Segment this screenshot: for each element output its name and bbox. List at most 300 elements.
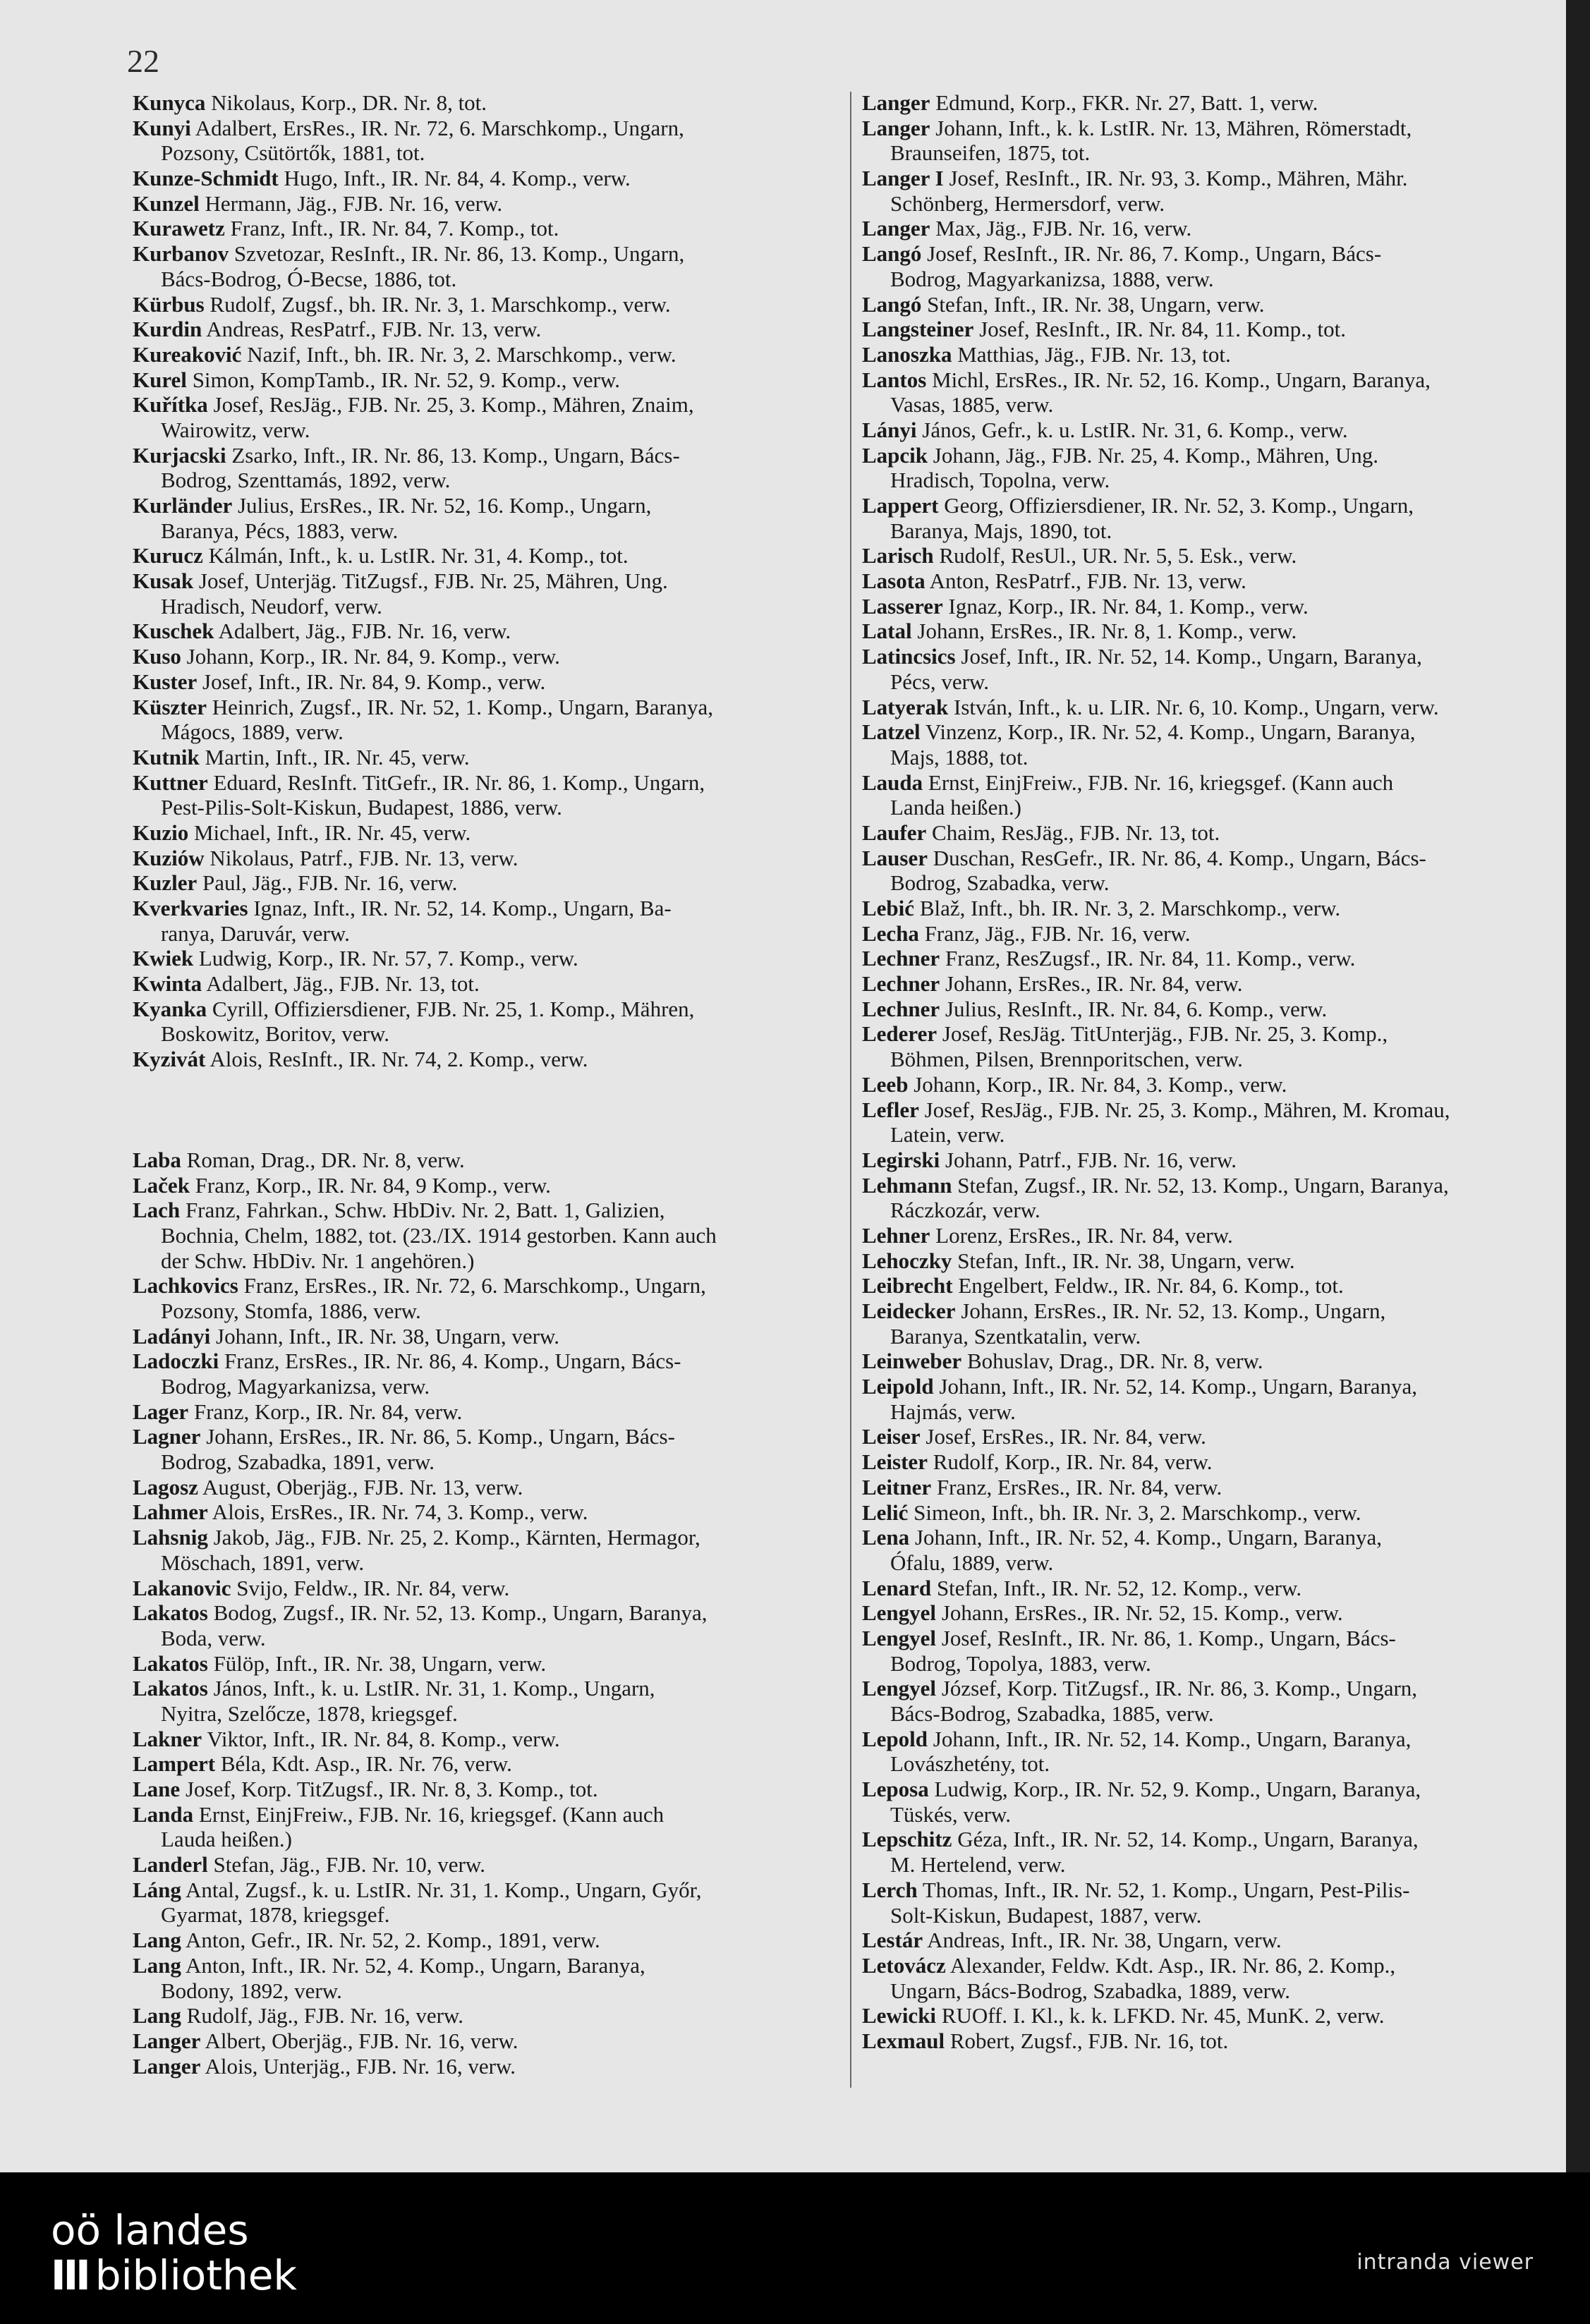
- entry-details: Johann, Inft., IR. Nr. 38, Ungarn, verw.: [210, 1323, 560, 1349]
- entry-details: Franz, Jäg., FJB. Nr. 16, verw.: [918, 920, 1191, 946]
- entry-continuation: Boda, verw.: [161, 1625, 266, 1650]
- register-entry: [133, 1273, 831, 1298]
- entry-surname: Langer: [133, 2028, 201, 2053]
- entry-surname: Lengyel: [862, 1600, 937, 1626]
- entry-details: Fülöp, Inft., IR. Nr. 38, Ungarn, verw.: [207, 1650, 547, 1676]
- entry-details: Nikolaus, Korp., DR. Nr. 8, tot.: [205, 90, 487, 115]
- entry-surname: Latyerak: [862, 694, 949, 719]
- entry-continuation: Bodony, 1892, verw.: [161, 1978, 342, 2003]
- register-entry: [862, 1273, 1560, 1298]
- entry-details: Albert, Oberjäg., FJB. Nr. 16, verw.: [200, 2028, 518, 2053]
- entry-surname: Kverkvaries: [133, 896, 248, 920]
- entry-surname: Lengyel: [862, 1676, 937, 1701]
- entry-details: Chaim, ResJäg., FJB. Nr. 13, tot.: [926, 820, 1220, 845]
- entry-surname: Kwinta: [133, 971, 202, 997]
- viewer-brand-label: intranda viewer: [1357, 2250, 1534, 2275]
- register-entry: [862, 619, 1560, 644]
- register-entry: [133, 745, 831, 770]
- register-entry: [862, 90, 1560, 116]
- entry-surname: Legirski: [862, 1147, 940, 1172]
- entry-details: Johann, Korp., IR. Nr. 84, 9. Komp., verw.: [181, 644, 560, 669]
- entry-continuation: Braunseifen, 1875, tot.: [890, 140, 1091, 166]
- entry-details: Blaž, Inft., bh. IR. Nr. 3, 2. Marschkomp., verw.: [914, 896, 1341, 920]
- entry-surname: Latzel: [862, 719, 921, 745]
- entry-surname: Lakatos: [133, 1676, 208, 1701]
- entry-details: Josef, ResInft., IR. Nr. 93, 3. Komp., Mähren, Mähr.: [943, 166, 1408, 191]
- entry-details: Max, Jäg., FJB. Nr. 16, verw.: [930, 216, 1192, 241]
- register-entry: [862, 241, 1560, 267]
- entry-details: Josef, ResInft., IR. Nr. 84, 11. Komp., tot.: [973, 317, 1346, 342]
- register-entry: [133, 2054, 831, 2079]
- entry-surname: Leiser: [862, 1424, 921, 1449]
- entry-continuation: Gyarmat, 1878, kriegsgef.: [161, 1902, 390, 1928]
- register-entry: [862, 1424, 1560, 1449]
- register-entry: [862, 1600, 1560, 1626]
- register-entry: [133, 669, 831, 695]
- register-entry: [133, 443, 831, 468]
- entry-continuation: ranya, Daruvár, verw.: [161, 920, 350, 946]
- entry-continuation: Pécs, verw.: [890, 669, 990, 694]
- register-entry: [862, 1878, 1560, 1903]
- entry-continuation: Pozsony, Csütörtők, 1881, tot.: [161, 140, 425, 166]
- entry-details: Johann, Patrf., FJB. Nr. 16, verw.: [940, 1147, 1237, 1172]
- entry-surname: Láng: [133, 1877, 181, 1902]
- entry-details: Engelbert, Feldw., IR. Nr. 84, 6. Komp., tot.: [952, 1273, 1344, 1298]
- entry-continuation: Vasas, 1885, verw.: [890, 392, 1054, 418]
- register-entry: [133, 644, 831, 669]
- register-entry: [862, 418, 1560, 443]
- entry-details: Franz, ErsRes., IR. Nr. 84, verw.: [931, 1474, 1222, 1499]
- logo-bars-icon: III: [51, 2251, 88, 2299]
- entry-details: Alois, Unterjäg., FJB. Nr. 16, verw.: [200, 2053, 516, 2079]
- entry-surname: Leister: [862, 1449, 928, 1475]
- register-entry: [133, 846, 831, 871]
- entry-surname: Landa: [133, 1801, 194, 1827]
- entry-details: Alexander, Feldw. Kdt. Asp., IR. Nr. 86, 2. Komp.,: [945, 1952, 1396, 1978]
- entry-details: Simon, KompTamb., IR. Nr. 52, 9. Komp., verw.: [186, 367, 621, 392]
- entry-surname: Laufer: [862, 820, 927, 845]
- register-entry: [133, 216, 831, 241]
- entry-continuation: Bochnia, Chelm, 1882, tot. (23./IX. 1914 gestorben. Kann auch: [161, 1222, 717, 1248]
- entry-details: Stefan, Jäg., FJB. Nr. 10, verw.: [207, 1852, 486, 1878]
- register-entry: [133, 1727, 831, 1752]
- register-entry: [862, 1072, 1560, 1097]
- entry-details: Simeon, Inft., bh. IR. Nr. 3, 2. Marschkomp., verw.: [908, 1499, 1361, 1525]
- entry-details: Robert, Zugsf., FJB. Nr. 16, tot.: [945, 2028, 1229, 2053]
- entry-surname: Latincsics: [862, 644, 956, 669]
- register-entry: [133, 820, 831, 846]
- register-entry: [133, 241, 831, 267]
- entry-continuation: Landa heißen.): [890, 795, 1021, 820]
- entry-details: Alois, ErsRes., IR. Nr. 74, 3. Komp., verw.: [207, 1499, 588, 1525]
- entry-continuation: Tüskés, verw.: [890, 1801, 1012, 1827]
- entry-details: Anton, ResPatrf., FJB. Nr. 13, verw.: [925, 568, 1246, 594]
- entry-details: Svijo, Feldw., IR. Nr. 84, verw.: [231, 1575, 510, 1600]
- entry-surname: Lefler: [862, 1097, 919, 1122]
- entry-surname: Kuttner: [133, 769, 208, 795]
- register-entry: [862, 1525, 1560, 1550]
- entry-surname: Lena: [862, 1525, 910, 1550]
- entry-continuation: Majs, 1888, tot.: [890, 744, 1028, 769]
- entry-details: Szvetozar, ResInft., IR. Nr. 86, 13. Komp., Ungarn,: [229, 241, 685, 267]
- entry-details: Franz, Inft., IR. Nr. 84, 7. Komp., tot.: [224, 216, 559, 241]
- entry-continuation: Hradisch, Neudorf, verw.: [161, 593, 382, 619]
- entry-continuation: Baranya, Pécs, 1883, verw.: [161, 518, 399, 543]
- entry-details: Johann, ErsRes., IR. Nr. 52, 15. Komp., verw.: [936, 1600, 1343, 1626]
- entry-surname: Leidecker: [862, 1298, 956, 1323]
- entry-surname: Lepschitz: [862, 1827, 952, 1852]
- entry-details: Andreas, Inft., IR. Nr. 38, Ungarn, verw.: [923, 1928, 1282, 1953]
- entry-continuation: Mágocs, 1889, verw.: [161, 719, 344, 745]
- entry-surname: Lakatos: [133, 1650, 208, 1676]
- register-entry: [862, 1500, 1560, 1526]
- register-entry: [862, 997, 1560, 1022]
- entry-continuation: der Schw. HbDiv. Nr. 1 angehören.): [161, 1248, 475, 1273]
- entry-surname: Kyzivát: [133, 1047, 206, 1072]
- register-entry: [133, 1198, 831, 1223]
- entry-surname: Lach: [133, 1198, 181, 1223]
- entry-surname: Lerch: [862, 1877, 918, 1902]
- entry-details: Josef, ResJäg., FJB. Nr. 25, 3. Komp., Mähren, M. Kromau,: [918, 1097, 1450, 1122]
- entry-continuation: Boskowitz, Boritov, verw.: [161, 1021, 390, 1047]
- entry-details: Béla, Kdt. Asp., IR. Nr. 76, verw.: [215, 1751, 512, 1777]
- register-entry: [862, 2003, 1560, 2028]
- register-entry: [862, 568, 1560, 594]
- entry-surname: Lasserer: [862, 593, 943, 619]
- register-entry: [133, 1852, 831, 1878]
- entry-details: Josef, ResJäg. TitUnterjäg., FJB. Nr. 25, 3. Komp.,: [937, 1021, 1388, 1047]
- entry-details: Ernst, EinjFreiw., FJB. Nr. 16, kriegsgef. (Kann auch: [193, 1801, 664, 1827]
- entry-surname: Leposa: [862, 1777, 929, 1802]
- entry-details: Zsarko, Inft., IR. Nr. 86, 13. Komp., Ungarn, Bács-: [226, 442, 680, 468]
- entry-details: Hugo, Inft., IR. Nr. 84, 4. Komp., verw.: [278, 166, 631, 191]
- entry-surname: Lewicki: [862, 2003, 937, 2028]
- entry-details: Franz, Fahrkan., Schw. HbDiv. Nr. 2, Batt. 1, Galizien,: [180, 1198, 665, 1223]
- entry-details: RUOff. I. Kl., k. k. LFKD. Nr. 45, MunK. 2, verw.: [936, 2003, 1385, 2028]
- entry-surname: Langó: [862, 241, 922, 267]
- entry-surname: Kuso: [133, 644, 181, 669]
- entry-details: Georg, Offiziersdiener, IR. Nr. 52, 3. Komp., Ungarn,: [938, 493, 1414, 518]
- entry-surname: Ladoczki: [133, 1349, 219, 1374]
- entry-surname: Kuzler: [133, 870, 198, 896]
- register-entry: [133, 1399, 831, 1425]
- entry-continuation: Bodrog, Szabadka, verw.: [890, 870, 1110, 896]
- entry-details: August, Oberjäg., FJB. Nr. 13, verw.: [198, 1474, 523, 1499]
- entry-surname: Leeb: [862, 1071, 909, 1097]
- entry-surname: Kyanka: [133, 996, 207, 1021]
- entry-continuation: Solt-Kiskun, Budapest, 1887, verw.: [890, 1902, 1202, 1928]
- entry-details: Stefan, Inft., IR. Nr. 52, 12. Komp., verw.: [931, 1575, 1302, 1600]
- entry-surname: Lehner: [862, 1222, 930, 1248]
- entry-continuation: Bodrog, Szenttamás, 1892, verw.: [161, 468, 451, 493]
- entry-details: Martin, Inft., IR. Nr. 45, verw.: [199, 744, 470, 769]
- entry-surname: Lakatos: [133, 1600, 208, 1626]
- entry-details: Ludwig, Korp., IR. Nr. 52, 9. Komp., Ungarn, Baranya,: [928, 1777, 1421, 1802]
- entry-surname: Kurländer: [133, 493, 233, 518]
- entry-surname: Kunyca: [133, 90, 206, 115]
- entry-details: Roman, Drag., DR. Nr. 8, verw.: [181, 1147, 465, 1172]
- entry-details: Josef, ErsRes., IR. Nr. 84, verw.: [920, 1424, 1206, 1449]
- entry-surname: Lampert: [133, 1751, 216, 1777]
- register-entry: [862, 1097, 1560, 1123]
- entry-details: Josef, Korp. TitZugsf., IR. Nr. 8, 3. Komp., tot.: [180, 1777, 598, 1801]
- register-entry: [133, 1600, 831, 1626]
- entry-surname: Lane: [133, 1777, 181, 1801]
- entry-continuation: Bács-Bodrog, Ó-Becse, 1886, tot.: [161, 266, 457, 291]
- register-entry: [133, 619, 831, 644]
- entry-continuation: Ráczkozár, verw.: [890, 1198, 1040, 1223]
- register-entry: [862, 1298, 1560, 1324]
- entry-continuation: Bács-Bodrog, Szabadka, 1885, verw.: [890, 1701, 1214, 1726]
- entry-details: Franz, ResZugsf., IR. Nr. 84, 11. Komp., verw.: [940, 946, 1356, 971]
- entry-details: Josef, ResInft., IR. Nr. 86, 7. Komp., Ungarn, Bács-: [921, 241, 1382, 267]
- register-entry: [862, 342, 1560, 367]
- entry-continuation: Baranya, Szentkatalin, verw.: [890, 1323, 1141, 1349]
- entry-surname: Kuzio: [133, 820, 189, 845]
- entry-details: Johann, Inft., k. k. LstIR. Nr. 13, Mähren, Römerstadt,: [930, 115, 1412, 140]
- entry-surname: Lager: [133, 1399, 189, 1424]
- entry-surname: Kwiek: [133, 946, 194, 971]
- entry-continuation: Baranya, Majs, 1890, tot.: [890, 518, 1112, 543]
- register-entry: [133, 90, 831, 116]
- entry-details: Vinzenz, Korp., IR. Nr. 52, 4. Komp., Ungarn, Baranya,: [920, 719, 1416, 745]
- entry-surname: Lapcik: [862, 442, 928, 468]
- entry-surname: Kuřítka: [133, 392, 208, 418]
- entry-surname: Latal: [862, 619, 912, 644]
- register-entry: [862, 1349, 1560, 1374]
- register-entry: [133, 568, 831, 594]
- entry-surname: Langer I: [862, 166, 944, 191]
- register-entry: [133, 770, 831, 796]
- entry-continuation: Ungarn, Bács-Bodrog, Szabadka, 1889, verw.: [890, 1978, 1291, 2003]
- entry-surname: Küszter: [133, 694, 207, 719]
- register-entry: [862, 443, 1560, 468]
- register-entry: [862, 1777, 1560, 1802]
- entry-details: Heinrich, Zugsf., IR. Nr. 52, 1. Komp., Ungarn, Baranya,: [207, 694, 714, 719]
- entry-surname: Kurjacski: [133, 442, 226, 468]
- register-entry: [133, 317, 831, 342]
- entry-surname: Lasota: [862, 568, 926, 594]
- entry-surname: Lang: [133, 2003, 181, 2028]
- entry-details: Rudolf, Korp., IR. Nr. 84, verw.: [927, 1449, 1213, 1475]
- entry-continuation: Pozsony, Stomfa, 1886, verw.: [161, 1298, 421, 1323]
- register-entry: [133, 2003, 831, 2028]
- entry-surname: Laba: [133, 1147, 181, 1172]
- entry-details: Ignaz, Inft., IR. Nr. 52, 14. Komp., Ungarn, Ba-: [248, 896, 672, 920]
- register-entry: [133, 896, 831, 921]
- entry-continuation: Bodrog, Magyarkanizsa, 1888, verw.: [890, 266, 1214, 291]
- register-entry: [133, 1676, 831, 1701]
- logo-line-1: oö landes: [51, 2206, 249, 2254]
- entry-details: Rudolf, ResUl., UR. Nr. 5, 5. Esk., verw.: [933, 543, 1297, 568]
- register-entry: [862, 1449, 1560, 1475]
- entry-surname: Kusak: [133, 568, 194, 594]
- register-entry: [133, 543, 831, 568]
- right-column: [862, 90, 1560, 2054]
- entry-surname: Lauser: [862, 845, 928, 870]
- entry-surname: Leibrecht: [862, 1273, 953, 1298]
- entry-continuation: Bodrog, Topolya, 1883, verw.: [890, 1650, 1151, 1676]
- register-entry: [133, 2028, 831, 2054]
- entry-details: Antal, Zugsf., k. u. LstIR. Nr. 31, 1. Komp., Ungarn, Győr,: [181, 1877, 702, 1902]
- entry-details: Edmund, Korp., FKR. Nr. 27, Batt. 1, verw.: [930, 90, 1318, 115]
- register-entry: [862, 1248, 1560, 1274]
- entry-details: Lorenz, ErsRes., IR. Nr. 84, verw.: [930, 1222, 1233, 1248]
- register-entry: [133, 342, 831, 367]
- entry-surname: Lakner: [133, 1726, 202, 1751]
- entry-details: Johann, ErsRes., IR. Nr. 86, 5. Komp., Ungarn, Bács-: [200, 1424, 675, 1449]
- entry-details: Viktor, Inft., IR. Nr. 84, 8. Komp., verw.: [202, 1726, 560, 1751]
- entry-details: Bodog, Zugsf., IR. Nr. 52, 13. Komp., Ungarn, Baranya,: [207, 1600, 708, 1626]
- entry-details: Adalbert, Jäg., FJB. Nr. 16, verw.: [214, 619, 511, 644]
- register-entry: [133, 1751, 831, 1777]
- register-entry: [862, 2028, 1560, 2054]
- entry-surname: Kürbus: [133, 291, 205, 317]
- entry-details: József, Korp. TitZugsf., IR. Nr. 86, 3. Komp., Ungarn,: [936, 1676, 1418, 1701]
- entry-details: Stefan, Zugsf., IR. Nr. 52, 13. Komp., Ungarn, Baranya,: [952, 1172, 1449, 1198]
- entry-surname: Lappert: [862, 493, 939, 518]
- register-entry: [862, 1173, 1560, 1198]
- register-entry: [133, 392, 831, 418]
- entry-details: Cyrill, Offiziersdiener, FJB. Nr. 25, 1. Komp., Mähren,: [207, 996, 695, 1021]
- entry-details: Thomas, Inft., IR. Nr. 52, 1. Komp., Ungarn, Pest-Pilis-: [917, 1877, 1410, 1902]
- register-entry: [862, 1827, 1560, 1852]
- register-entry: [862, 1928, 1560, 1953]
- entry-surname: Lenard: [862, 1575, 932, 1600]
- register-entry: [133, 1173, 831, 1198]
- entry-surname: Langer: [862, 115, 930, 140]
- register-entry: [862, 1727, 1560, 1752]
- entry-details: Johann, Korp., IR. Nr. 84, 3. Komp., verw.: [908, 1071, 1287, 1097]
- entry-details: Duschan, ResGefr., IR. Nr. 86, 4. Komp., Ungarn, Bács-: [928, 845, 1426, 870]
- register-entry: [133, 1777, 831, 1802]
- register-entry: [862, 1626, 1560, 1651]
- entry-surname: Kurucz: [133, 543, 203, 568]
- entry-surname: Lepold: [862, 1726, 928, 1751]
- register-entry: [133, 946, 831, 971]
- entry-details: János, Gefr., k. u. LstIR. Nr. 31, 6. Komp., verw.: [916, 417, 1348, 442]
- entry-details: Anton, Inft., IR. Nr. 52, 4. Komp., Ungarn, Baranya,: [181, 1952, 645, 1978]
- register-entry: [133, 493, 831, 518]
- register-entry: [862, 695, 1560, 720]
- entry-details: Ernst, EinjFreiw., FJB. Nr. 16, kriegsgef. (Kann auch: [923, 769, 1394, 795]
- entry-surname: Lehoczky: [862, 1248, 952, 1273]
- register-entry: [862, 1374, 1560, 1399]
- register-entry: [862, 116, 1560, 141]
- entry-details: Bohuslav, Drag., DR. Nr. 8, verw.: [961, 1349, 1263, 1374]
- entry-surname: Larisch: [862, 543, 934, 568]
- entry-surname: Lang: [133, 1928, 181, 1953]
- register-entry: [862, 292, 1560, 317]
- entry-surname: Leipold: [862, 1374, 934, 1399]
- entry-details: Josef, Unterjäg. TitZugsf., FJB. Nr. 25, Mähren, Ung.: [193, 568, 668, 594]
- entry-details: Michl, ErsRes., IR. Nr. 52, 16. Komp., Ungarn, Baranya,: [926, 367, 1431, 392]
- left-column: [133, 90, 831, 2079]
- entry-details: Alois, ResInft., IR. Nr. 74, 2. Komp., verw.: [205, 1047, 588, 1072]
- register-entry: [862, 1576, 1560, 1601]
- entry-details: Josef, ResJäg., FJB. Nr. 25, 3. Komp., Mähren, Znaim,: [207, 392, 694, 418]
- entry-surname: Lakanovic: [133, 1575, 231, 1600]
- register-entry: [862, 317, 1560, 342]
- register-entry: [862, 1223, 1560, 1248]
- entry-details: Ludwig, Korp., IR. Nr. 57, 7. Komp., verw.: [193, 946, 578, 971]
- entry-continuation: Lovászhetény, tot.: [890, 1751, 1050, 1777]
- entry-details: Hermann, Jäg., FJB. Nr. 16, verw.: [199, 190, 503, 216]
- entry-surname: Lestár: [862, 1928, 923, 1953]
- register-entry: [133, 1651, 831, 1677]
- register-entry: [133, 1499, 831, 1525]
- entry-details: Paul, Jäg., FJB. Nr. 16, verw.: [197, 870, 458, 896]
- entry-surname: Lagosz: [133, 1474, 198, 1499]
- register-entry: [862, 1021, 1560, 1047]
- entry-surname: Lechner: [862, 996, 940, 1021]
- entry-continuation: Wairowitz, verw.: [161, 417, 310, 442]
- entry-surname: Kurel: [133, 367, 187, 392]
- register-entry: [862, 946, 1560, 971]
- entry-surname: Lederer: [862, 1021, 937, 1047]
- entry-continuation: Ófalu, 1889, verw.: [890, 1550, 1054, 1575]
- entry-surname: Kunze-Schmidt: [133, 166, 279, 191]
- entry-surname: Kurdin: [133, 317, 202, 342]
- entry-continuation: Möschach, 1891, verw.: [161, 1550, 365, 1575]
- entry-surname: Lechner: [862, 971, 940, 997]
- register-entry: [133, 1148, 831, 1173]
- entry-details: Matthias, Jäg., FJB. Nr. 13, tot.: [952, 341, 1231, 367]
- entry-surname: Landerl: [133, 1852, 208, 1878]
- entry-surname: Langó: [862, 291, 922, 317]
- entry-surname: Lehmann: [862, 1172, 952, 1198]
- entry-details: Julius, ErsRes., IR. Nr. 52, 16. Komp., Ungarn,: [232, 493, 652, 518]
- register-entry: [862, 846, 1560, 871]
- register-entry: [133, 1878, 831, 1903]
- entry-details: Rudolf, Zugsf., bh. IR. Nr. 3, 1. Marschkomp., verw.: [204, 291, 671, 317]
- register-entry: [862, 644, 1560, 669]
- entry-details: Franz, ErsRes., IR. Nr. 72, 6. Marschkomp., Ungarn,: [238, 1273, 706, 1298]
- entry-details: Johann, Inft., IR. Nr. 52, 14. Komp., Ungarn, Baranya,: [928, 1726, 1412, 1751]
- entry-details: Eduard, ResInft. TitGefr., IR. Nr. 86, 1. Komp., Ungarn,: [207, 769, 705, 795]
- register-entry: [133, 1802, 831, 1827]
- entry-surname: Lanoszka: [862, 341, 952, 367]
- entry-surname: Kureaković: [133, 341, 242, 367]
- entry-surname: Lahsnig: [133, 1525, 208, 1550]
- entry-surname: Lányi: [862, 417, 917, 442]
- entry-surname: Lecha: [862, 920, 919, 946]
- library-logo[interactable]: [51, 2208, 297, 2298]
- entry-details: Stefan, Inft., IR. Nr. 38, Ungarn, verw.: [952, 1248, 1295, 1273]
- entry-surname: Lexmaul: [862, 2028, 945, 2053]
- register-entry: [862, 770, 1560, 796]
- entry-details: Stefan, Inft., IR. Nr. 38, Ungarn, verw.: [921, 291, 1265, 317]
- entry-surname: Langsteiner: [862, 317, 974, 342]
- next-page-edge: [1566, 0, 1590, 2172]
- entry-surname: Lelić: [862, 1499, 909, 1525]
- entry-details: Johann, ErsRes., IR. Nr. 8, 1. Komp., verw.: [911, 619, 1297, 644]
- entry-surname: Langer: [133, 2053, 201, 2079]
- entry-details: János, Inft., k. u. LstIR. Nr. 31, 1. Komp., Ungarn,: [207, 1676, 655, 1701]
- entry-continuation: Hradisch, Topolna, verw.: [890, 468, 1110, 493]
- register-entry: [133, 1953, 831, 1978]
- register-entry: [133, 695, 831, 720]
- entry-surname: Letovácz: [862, 1952, 946, 1978]
- entry-continuation: Pest-Pilis-Solt-Kiskun, Budapest, 1886, verw.: [161, 795, 562, 820]
- entry-continuation: Böhmen, Pilsen, Brennporitschen, verw.: [890, 1047, 1243, 1072]
- entry-surname: Leitner: [862, 1474, 932, 1499]
- entry-surname: Kutnik: [133, 744, 200, 769]
- entry-surname: Lauda: [862, 769, 923, 795]
- register-entry: [133, 1424, 831, 1449]
- register-entry: [133, 1047, 831, 1072]
- entry-details: Nazif, Inft., bh. IR. Nr. 3, 2. Marschkomp., verw.: [241, 341, 676, 367]
